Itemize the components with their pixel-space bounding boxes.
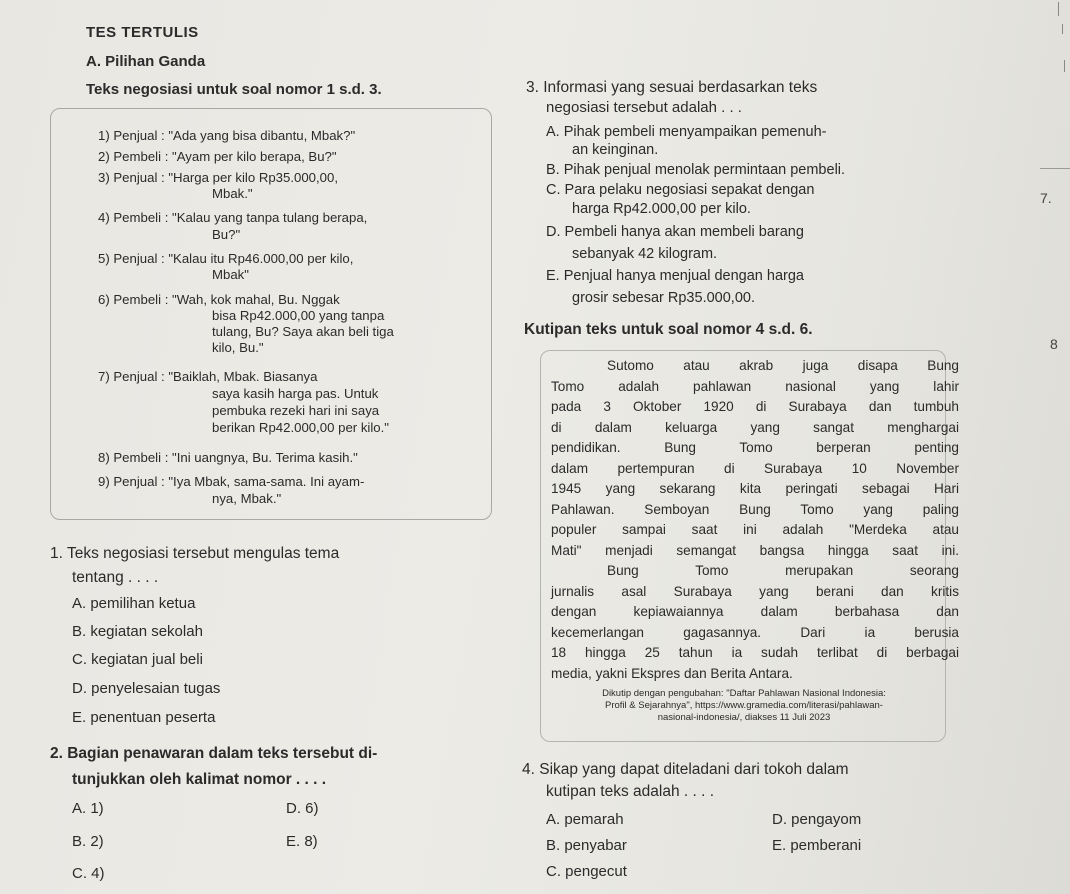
- section-title: TES TERTULIS: [86, 24, 199, 41]
- passage-line: di dalam keluarga yang sangat menghargai: [551, 419, 959, 435]
- dialog-line: 7) Penjual : "Baiklah, Mbak. Biasanya: [98, 369, 318, 384]
- q2-option-a[interactable]: A. 1): [72, 800, 104, 817]
- q3-option-c-cont: harga Rp42.000,00 per kilo.: [572, 201, 751, 217]
- passage-line: media, yakni Ekspres dan Berita Antara.: [551, 665, 793, 681]
- q1-option-c[interactable]: C. kegiatan jual beli: [72, 651, 203, 668]
- passage-line: pada 3 Oktober 1920 di Surabaya dan tumbuh: [551, 399, 959, 414]
- dialog-line: kilo, Bu.": [212, 340, 264, 355]
- passage-line: 18 hingga 25 tahun ia sudah terlibat di berbagai: [551, 645, 959, 660]
- passage-line: dengan kepiawaiannya dalam berbahasa dan: [551, 604, 959, 619]
- q3-option-d[interactable]: D. Pembeli hanya akan membeli barang: [546, 224, 804, 240]
- dialog-line: 4) Pembeli : "Kalau yang tanpa tulang berapa,: [98, 210, 368, 225]
- dialog-line: berikan Rp42.000,00 per kilo.": [212, 420, 389, 435]
- dialog-line: pembuka rezeki hari ini saya: [212, 403, 380, 418]
- q4-option-a[interactable]: A. pemarah: [546, 811, 624, 828]
- dialog-line: saya kasih harga pas. Untuk: [212, 386, 379, 401]
- edge-mark-7: 7.: [1040, 190, 1052, 206]
- q3-option-e[interactable]: E. Penjual hanya menjual dengan harga: [546, 268, 804, 284]
- q2-stem: 2. Bagian penawaran dalam teks tersebut di-: [50, 745, 378, 762]
- q2-option-c[interactable]: C. 4): [72, 865, 105, 882]
- passage-line: dalam pertempuran di Surabaya 10 November: [551, 460, 959, 476]
- q2-option-e[interactable]: E. 8): [286, 833, 318, 850]
- edge-line: [1062, 24, 1063, 34]
- dialog-line: nya, Mbak.": [212, 491, 282, 506]
- edge-line: [1058, 2, 1059, 16]
- passage-line: kecemerlangan gagasannya. Dari ia berusia: [551, 624, 959, 640]
- dialog-line: Mbak": [212, 267, 249, 282]
- q3-stem-cont: negosiasi tersebut adalah . . .: [546, 99, 742, 116]
- q3-option-d-cont: sebanyak 42 kilogram.: [572, 246, 718, 262]
- q4-stem: 4. Sikap yang dapat diteladani dari tokoh dalam: [522, 761, 849, 778]
- passage-line: 1945 yang sekarang kita peringati sebagai Hari: [551, 481, 959, 496]
- q3-option-b[interactable]: B. Pihak penjual menolak permintaan pembeli.: [546, 162, 846, 178]
- q1-stem-cont: tentang . . . .: [72, 569, 159, 586]
- dialog-line: 9) Penjual : "Iya Mbak, sama-sama. Ini ayam-: [98, 474, 365, 489]
- dialog-line: 2) Pembeli : "Ayam per kilo berapa, Bu?": [98, 149, 337, 164]
- q1-option-a[interactable]: A. pemilihan ketua: [72, 595, 196, 612]
- q1-stem: 1. Teks negosiasi tersebut mengulas tema: [50, 545, 340, 562]
- q4-option-b[interactable]: B. penyabar: [546, 837, 627, 854]
- q4-option-d[interactable]: D. pengayom: [772, 811, 862, 828]
- edge-rule: [1040, 168, 1070, 169]
- q3-option-e-cont: grosir sebesar Rp35.000,00.: [572, 290, 755, 306]
- passage-line: jurnalis asal Surabaya yang berani dan kritis: [551, 583, 959, 599]
- q1-option-e[interactable]: E. penentuan peserta: [72, 709, 216, 726]
- q4-option-c[interactable]: C. pengecut: [546, 863, 627, 880]
- dialog-line: 3) Penjual : "Harga per kilo Rp35.000,00,: [98, 170, 339, 185]
- subsection-title: A. Pilihan Ganda: [86, 53, 206, 70]
- instruction-4-6: Kutipan teks untuk soal nomor 4 s.d. 6.: [524, 321, 813, 338]
- q2-option-d[interactable]: D. 6): [286, 800, 319, 817]
- dialog-line: 6) Pembeli : "Wah, kok mahal, Bu. Nggak: [98, 292, 340, 307]
- passage-line: Sutomo atau akrab juga disapa Bung: [607, 358, 959, 373]
- dialog-line: 1) Penjual : "Ada yang bisa dibantu, Mbak?": [98, 128, 356, 143]
- q3-option-c[interactable]: C. Para pelaku negosiasi sepakat dengan: [546, 182, 815, 198]
- dialog-line: tulang, Bu? Saya akan beli tiga: [212, 324, 394, 339]
- citation-line: Dikutip dengan pengubahan: "Daftar Pahlawan Nasional Indonesia:: [602, 688, 886, 699]
- passage-line: Tomo adalah pahlawan nasional yang lahir: [551, 378, 959, 394]
- dialog-line: 8) Pembeli : "Ini uangnya, Bu. Terima kasih.": [98, 450, 358, 465]
- q3-stem: 3. Informasi yang sesuai berdasarkan teks: [526, 79, 818, 96]
- passage-line: Pahlawan. Semboyan Bung Tomo yang paling: [551, 501, 959, 517]
- dialog-line: 5) Penjual : "Kalau itu Rp46.000,00 per kilo,: [98, 251, 354, 266]
- passage-line: populer sampai saat ini adalah "Merdeka atau: [551, 522, 959, 537]
- passage-line: pendidikan. Bung Tomo berperan penting: [551, 440, 959, 455]
- passage-line: Bung Tomo merupakan seorang: [607, 563, 959, 578]
- q1-option-b[interactable]: B. kegiatan sekolah: [72, 623, 203, 640]
- q3-option-a-cont: an keinginan.: [572, 142, 659, 158]
- citation-line: Profil & Sejarahnya", https://www.gramedia.com/literasi/pahlawan-: [605, 700, 883, 711]
- citation-line: nasional-indonesia/, diakses 11 Juli 2023: [657, 712, 831, 723]
- q4-stem-cont: kutipan teks adalah . . . .: [546, 783, 715, 800]
- passage-text: [551, 356, 959, 684]
- q1-option-d[interactable]: D. penyelesaian tugas: [72, 680, 221, 697]
- passage-line: Mati" menjadi semangat bangsa hingga saat ini.: [551, 542, 959, 558]
- q4-option-e[interactable]: E. pemberani: [772, 837, 862, 854]
- edge-line: [1064, 60, 1065, 72]
- dialog-line: Bu?": [212, 227, 241, 242]
- dialog-line: bisa Rp42.000,00 yang tanpa: [212, 308, 385, 323]
- edge-mark-8: 8: [1050, 336, 1058, 352]
- q3-option-a[interactable]: A. Pihak pembeli menyampaikan pemenuh-: [546, 124, 827, 140]
- q2-option-b[interactable]: B. 2): [72, 833, 104, 850]
- instruction-1-3: Teks negosiasi untuk soal nomor 1 s.d. 3.: [86, 81, 382, 98]
- q2-stem-cont: tunjukkan oleh kalimat nomor . . . .: [72, 771, 327, 788]
- dialog-line: Mbak.": [212, 186, 253, 201]
